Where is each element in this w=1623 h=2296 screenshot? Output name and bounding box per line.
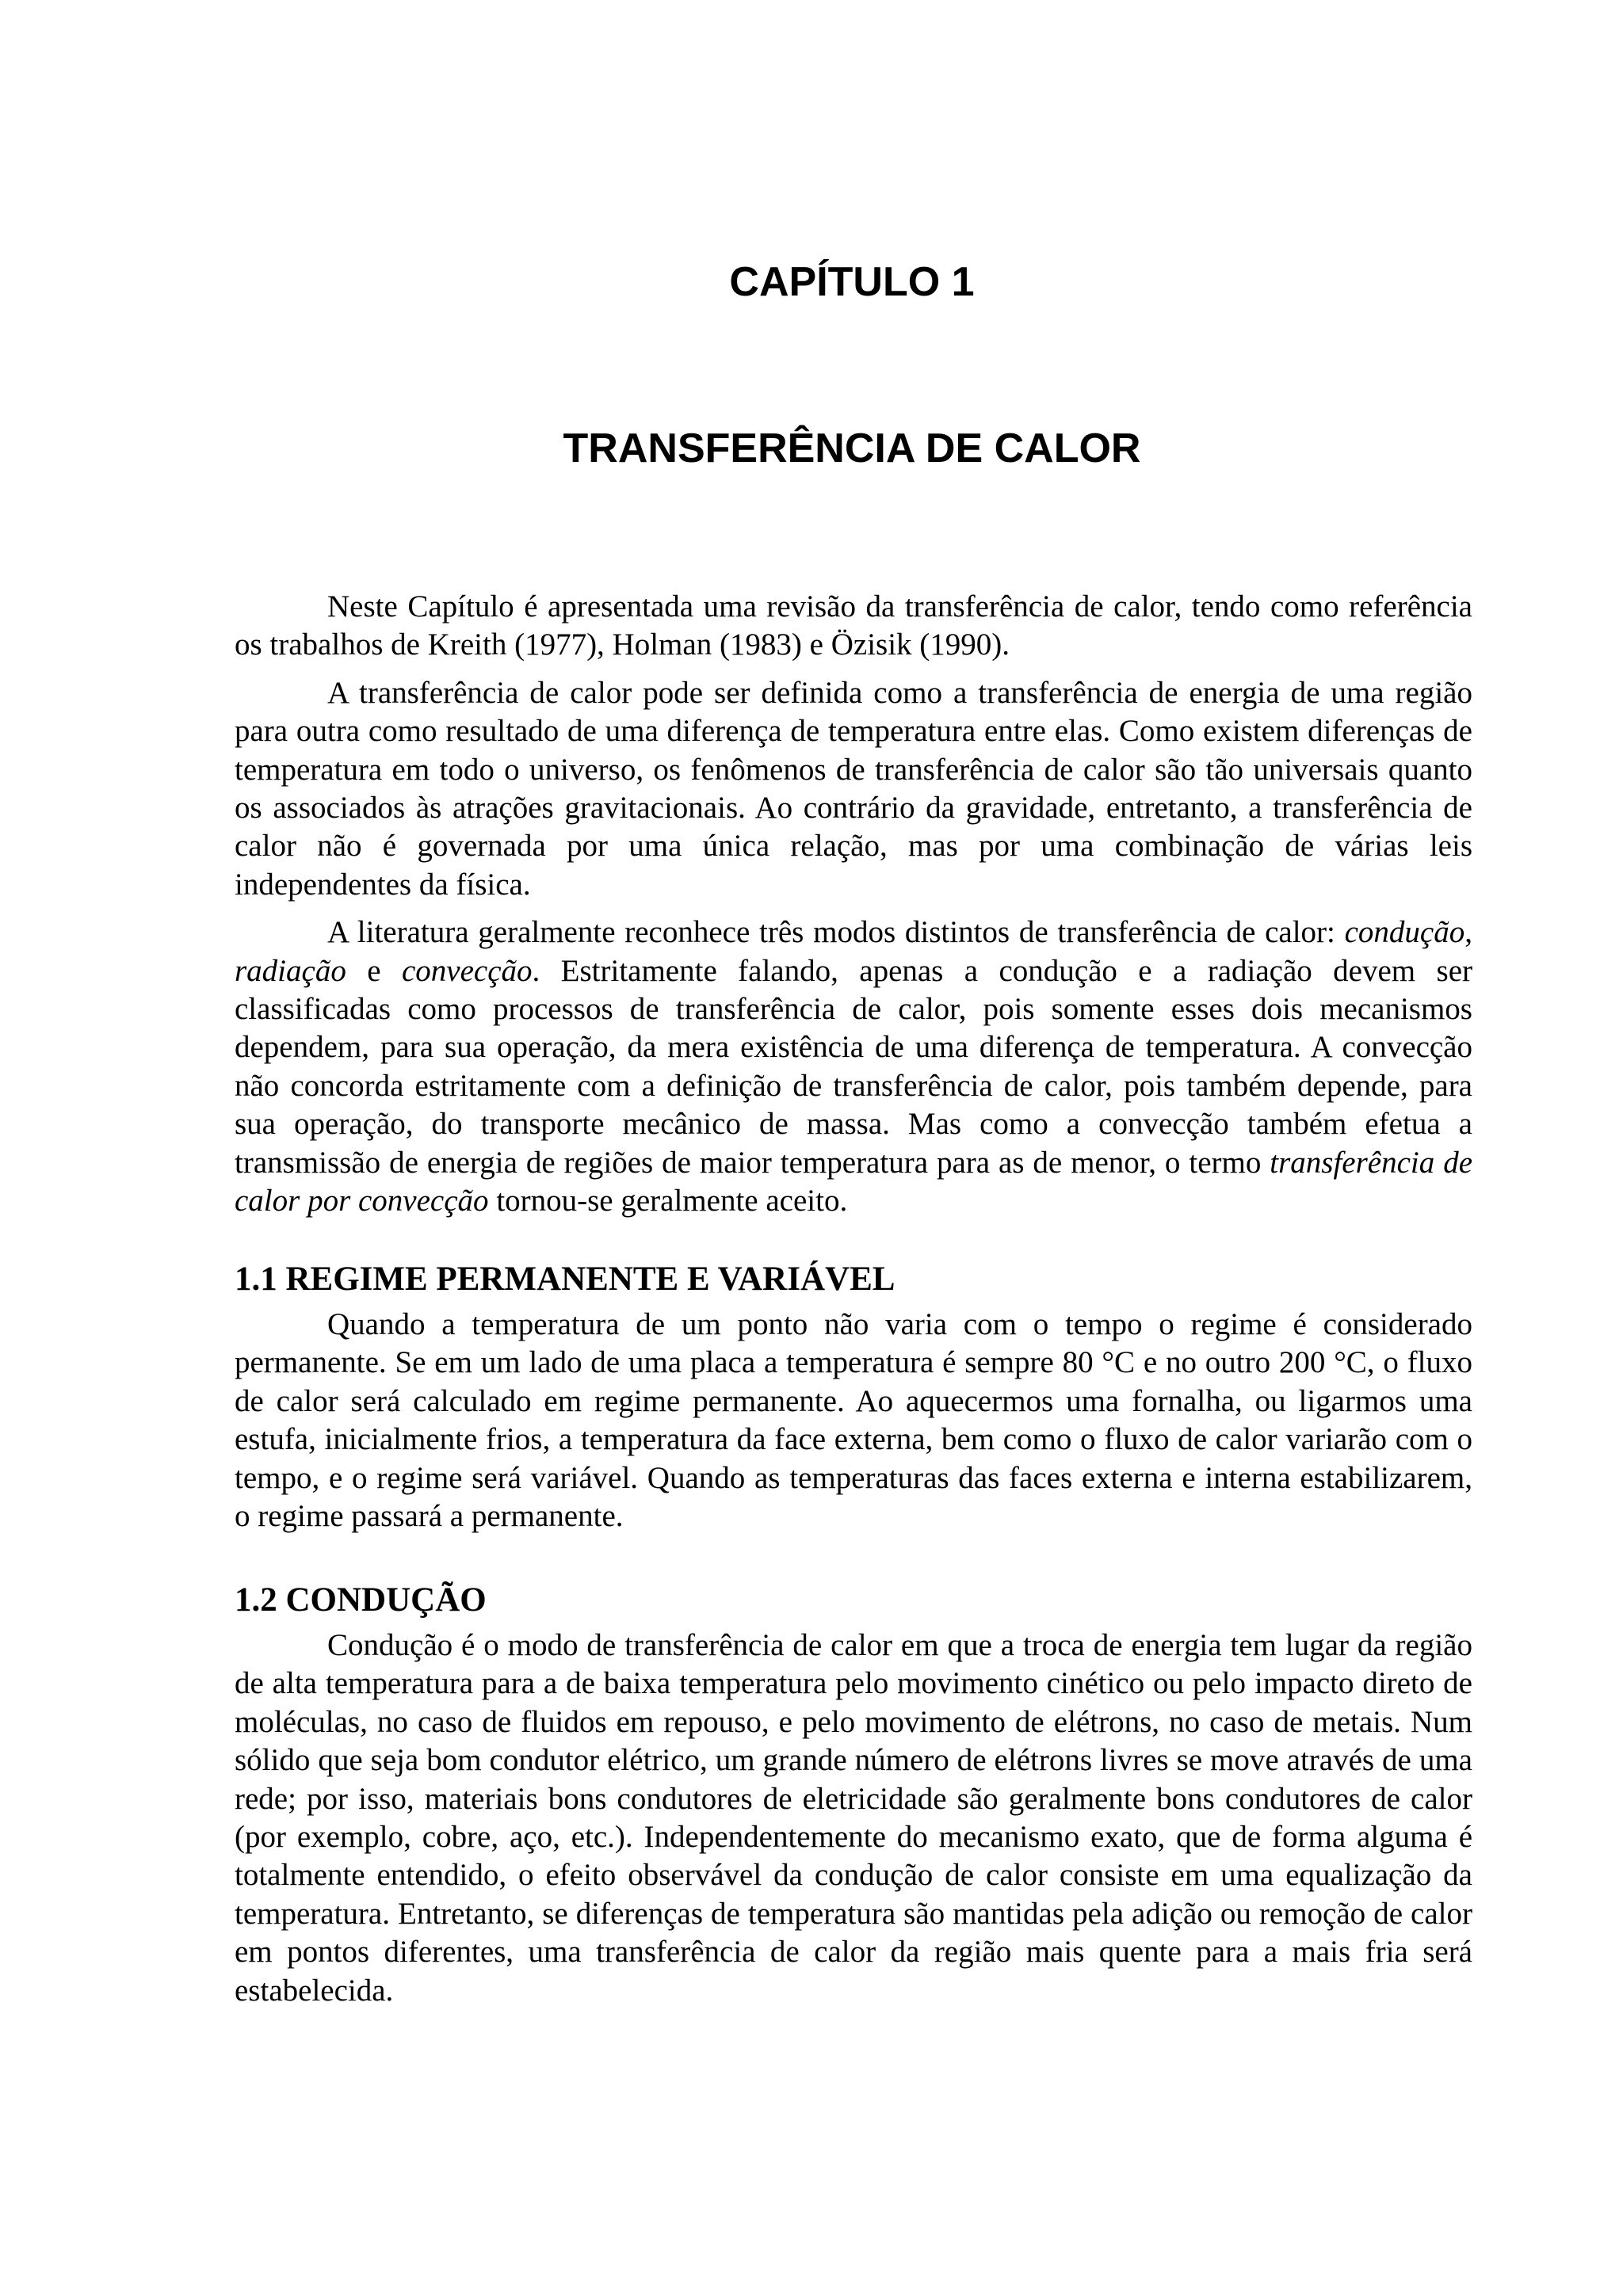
intro-paragraph-1: Neste Capítulo é apresentada uma revisão da transferência de calor, tendo como referência os trabalhos de Kreith (1977), Holman (1983) e Özisik (1990).: [235, 589, 1472, 662]
chapter-title: TRANSFERÊNCIA DE CALOR: [563, 425, 1141, 471]
term-radiacao: radiação: [235, 953, 346, 988]
section-heading-1-2: 1.2 CONDUÇÃO: [235, 1581, 487, 1619]
chapter-number: CAPÍTULO 1: [729, 259, 975, 305]
text-run: e: [346, 953, 402, 988]
section-1-2: [235, 1581, 1472, 2019]
text-run: ,: [1465, 915, 1472, 950]
text-run: tornou-se geralmente aceito.: [488, 1184, 848, 1219]
term-conducao: condução: [1344, 915, 1465, 950]
term-conveccao: convecção: [401, 953, 533, 988]
section-1-1: [235, 1260, 1472, 1545]
intro-paragraph-2: A transferência de calor pode ser definida como a transferência de energia de uma região para outra como resultado de uma diferença de temperatura entre elas. Como existem diferenças de temperatura em todo o universo, os fenômenos de transferência de calor são tão universais quanto os associados às atrações gravitacionais. Ao contrário da gravidade, entretanto, a transferência de calor não é governada por uma única relação, mas por uma combinação de várias leis independentes da física.: [235, 675, 1472, 902]
section-heading-1-1: 1.1 REGIME PERMANENTE E VARIÁVEL: [235, 1261, 896, 1298]
section-1-2-paragraph: Condução é o modo de transferência de calor em que a troca de energia tem lugar da região de alta temperatura para a de baixa temperatura pelo movimento cinético ou pelo impacto direto de moléculas, no caso de fluidos em repouso, e pelo movimento de elétrons, no caso de metais. Num sólido que seja bom condutor elétrico, um grande número de elétrons livres se move através de uma rede; por isso, materiais bons condutores de eletricidade são geralmente bons condutores de calor (por exemplo, cobre, aço, etc.). Independentemente do mecanismo exato, que de forma alguma é totalmente entendido, o efeito observável da condução de calor consiste em uma equalização da temperatura. Entretanto, se diferenças de temperatura são mantidas pela adição ou remoção de calor em pontos diferentes, uma transferência de calor da região mais quente para a mais fria será estabelecida.: [235, 1628, 1472, 2008]
text-run: A literatura geralmente reconhece três modos distintos de transferência de calor:: [327, 915, 1345, 950]
term-transferencia-conveccao: transferência de calor por convecção: [235, 1145, 1472, 1219]
intro-section: [235, 588, 1472, 1230]
section-1-1-paragraph: Quando a temperatura de um ponto não varia com o tempo o regime é considerado permanente. Se em um lado de uma placa a temperatura é sempre 80 °C e no outro 200 °C, o fluxo de calor será calculado em regime permanente. Ao aquecermos uma fornalha, ou ligarmos uma estufa, inicialmente frios, a temperatura da face externa, bem como o fluxo de calor variarão com o tempo, e o regime será variável. Quando as temperaturas das faces externa e interna estabilizarem, o regime passará a permanente.: [235, 1307, 1472, 1534]
text-run: . Estritamente falando, apenas a condução e a radiação devem ser classificadas como processos de transferência de calor, pois somente esses dois mecanismos dependem, para sua operação, da mera existência de uma diferença de temperatura. A convecção não concorda estritamente com a definição de transferência de calor, pois também depende, para sua operação, do transporte mecânico de massa. Mas como a convecção também efetua a transmissão de energia de regiões de maior temperatura para as de menor, o termo: [235, 953, 1473, 1180]
intro-paragraph-3: [235, 913, 1472, 1220]
